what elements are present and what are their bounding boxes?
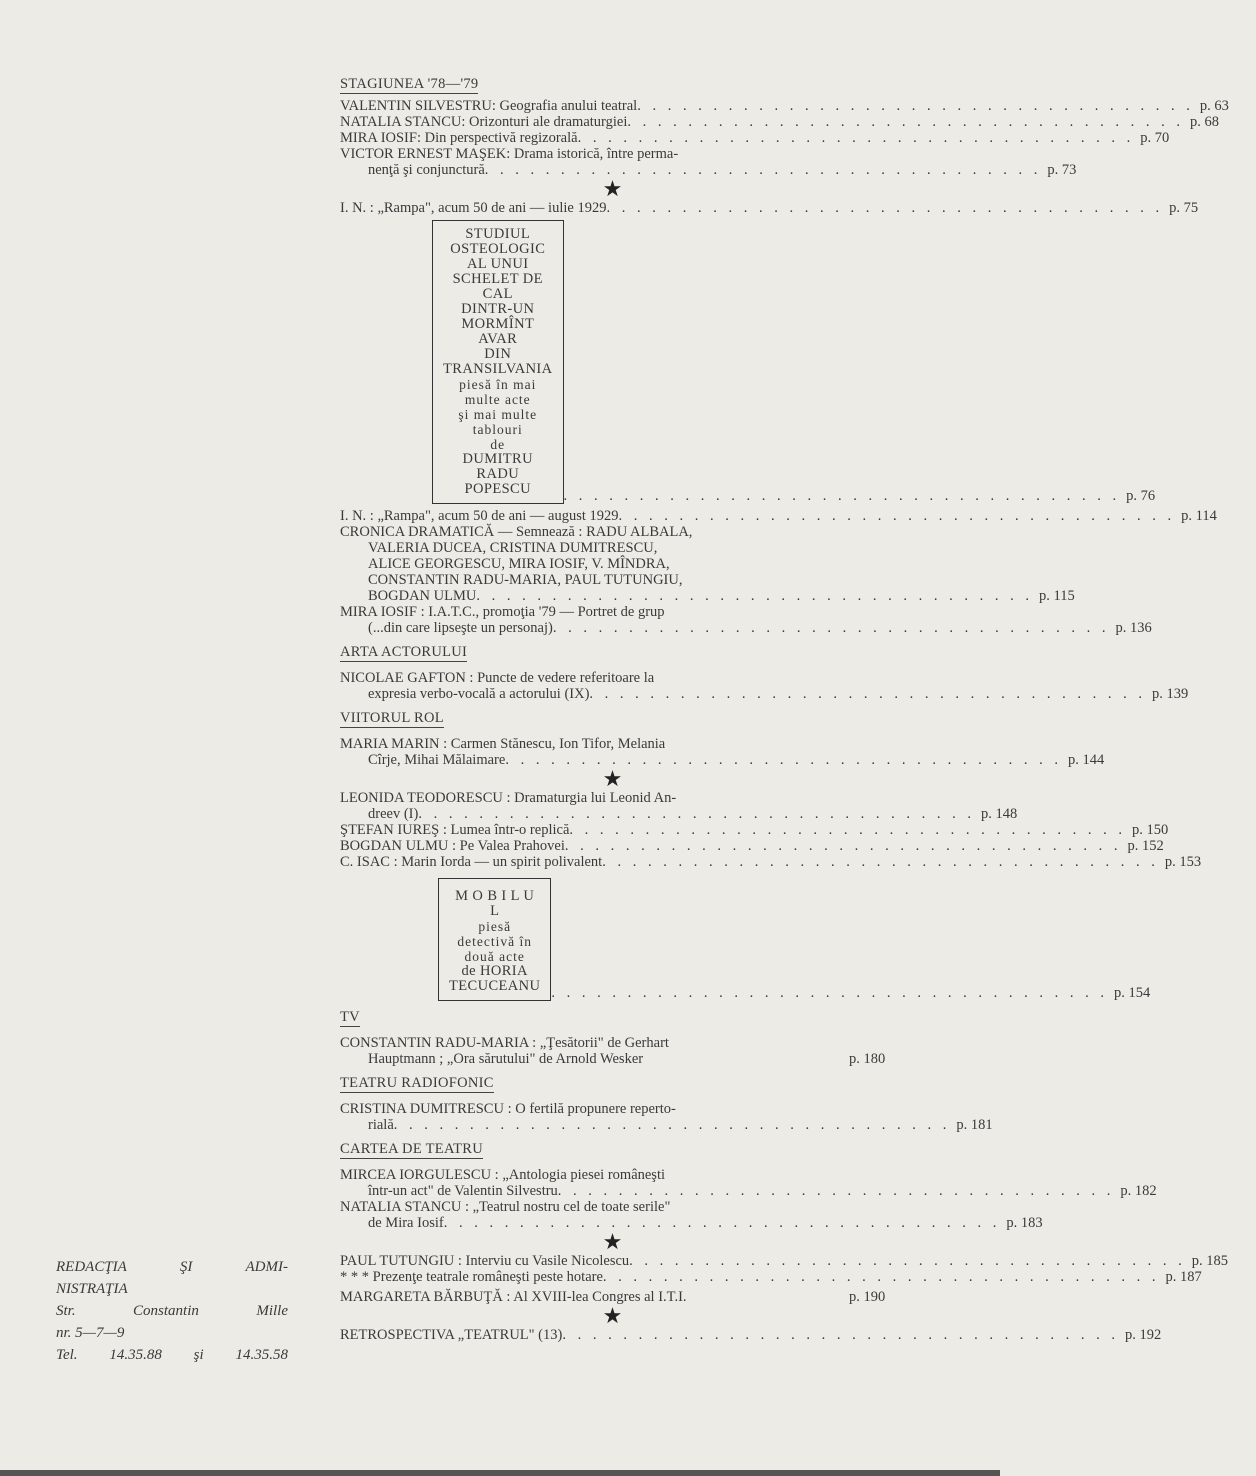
toc-title: NATALIA STANCU : „Teatrul nostru cel de toate serile" [340, 1199, 671, 1215]
star-divider: ★ [602, 176, 623, 201]
toc-title: MIRA IOSIF : I.A.T.C., promoţia '79 — Portret de grup [340, 604, 665, 620]
play-title-line: DINTR-UN MORMÎNT AVAR [461, 301, 535, 347]
toc-entry[interactable] [340, 790, 1018, 822]
toc-page: p. 187 [1165, 1269, 1202, 1285]
address-text: ŞI [179, 1259, 193, 1275]
toc-title: : Drama istorică, între perma- [506, 146, 679, 162]
leader-dots: . . . . . . . . . . . . . . . . . . . . . . . . . . . . . . . . . . . . . [418, 806, 975, 822]
toc-title: : Din perspectivă regizorală [416, 130, 578, 146]
page-bottom-edge [0, 1470, 1000, 1476]
section-heading-arta: ARTA ACTORULUI [340, 644, 468, 660]
toc-entry[interactable] [340, 1269, 1202, 1285]
toc-title: într-un act" de Valentin Silvestru [368, 1183, 558, 1199]
toc-title: BOGDAN ULMU : Pe Valea Prahovei [340, 838, 565, 854]
leader-dots: . . . . . . . . . . . . . . . . . . . . . . . . . . . . . . . . . . . . . [563, 488, 1121, 504]
toc-entry[interactable] [340, 822, 1169, 838]
toc-page: p. 185 [1191, 1253, 1229, 1269]
toc-page: p. 150 [1132, 822, 1169, 838]
toc-entry[interactable] [340, 1289, 905, 1305]
toc-title: CRONICA DRAMATICĂ — Semnează : RADU ALBALA, [340, 524, 693, 540]
leader-dots [687, 1289, 843, 1305]
leader-dots: . . . . . . . . . . . . . . . . . . . . . . . . . . . . . . . . . . . . . [476, 588, 1033, 604]
leader-dots: . . . . . . . . . . . . . . . . . . . . . . . . . . . . . . . . . . . . . [577, 130, 1135, 146]
toc-entry[interactable] [340, 1167, 1157, 1199]
toc-author: VALENTIN SILVESTRU [340, 98, 492, 114]
toc-title: PAUL TUTUNGIU : Interviu cu Vasile Nicolescu [340, 1253, 630, 1269]
toc-entry[interactable] [340, 1253, 1229, 1269]
toc-page: p. 152 [1127, 838, 1164, 854]
leader-dots: . . . . . . . . . . . . . . . . . . . . . . . . . . . . . . . . . . . . . [569, 822, 1127, 838]
toc-page: p. 182 [1120, 1183, 1157, 1199]
toc-page: p. 181 [956, 1117, 993, 1133]
play-author: de HORIA TECUCEANU [449, 963, 541, 994]
leader-dots: . . . . . . . . . . . . . . . . . . . . . . . . . . . . . . . . . . . . . [505, 752, 1062, 768]
toc-entry[interactable] [340, 114, 1219, 130]
phone-number: 14.35.58 [235, 1347, 288, 1363]
editorial-address [56, 1256, 288, 1366]
star-divider: ★ [602, 766, 623, 791]
address-text: ADMI- [245, 1259, 288, 1275]
toc-title: I. N. : „Rampa", acum 50 de ani — august 1929 [340, 508, 619, 524]
leader-dots: . . . . . . . . . . . . . . . . . . . . . . . . . . . . . . . . . . . . . [564, 838, 1122, 854]
toc-title: CRISTINA DUMITRESCU : O fertilă propunere reperto- [340, 1101, 676, 1117]
toc-title: nenţă şi conjunctură [368, 162, 485, 178]
toc-title: I. N. : „Rampa", acum 50 de ani — iulie 1929 [340, 200, 607, 216]
toc-entry-cronica[interactable] [340, 524, 1075, 604]
play-subtitle: piesă în mai multe acte [459, 377, 537, 407]
toc-entry[interactable] [340, 130, 1170, 146]
toc-page: p. 190 [849, 1289, 886, 1305]
toc-page: p. 192 [1124, 1327, 1162, 1343]
leader-dots: . . . . . . . . . . . . . . . . . . . . . . . . . . . . . . . . . . . . . [602, 1269, 1160, 1285]
leader-dots: . . . . . . . . . . . . . . . . . . . . . . . . . . . . . . . . . . . . . [393, 1117, 951, 1133]
address-text: REDACŢIA [56, 1259, 127, 1275]
toc-title: rială [368, 1117, 394, 1133]
toc-page: p. 144 [1067, 752, 1105, 768]
toc-title: CONSTANTIN RADU-MARIA : „Ţesătorii" de Gerhart [340, 1035, 669, 1051]
leader-dots: . . . . . . . . . . . . . . . . . . . . . . . . . . . . . . . . . . . . . [557, 1183, 1115, 1199]
toc-entry[interactable] [340, 1035, 905, 1067]
toc-title: expresia verbo-vocală a actorului (IX) [368, 686, 590, 702]
toc-entry[interactable] [340, 604, 1152, 636]
toc-author: MIRA IOSIF [340, 130, 417, 146]
toc-page: p. 114 [1181, 508, 1217, 524]
leader-dots: . . . . . . . . . . . . . . . . . . . . . . . . . . . . . . . . . . . . . [627, 114, 1184, 130]
toc-entry[interactable] [340, 1199, 1043, 1231]
leader-dots: . . . . . . . . . . . . . . . . . . . . . . . . . . . . . . . . . . . . . [618, 508, 1176, 524]
toc-entry[interactable] [340, 1101, 993, 1133]
toc-page: p. 76 [1126, 488, 1156, 504]
leader-dots: . . . . . . . . . . . . . . . . . . . . . . . . . . . . . . . . . . . . . [602, 854, 1159, 870]
toc-title: Hauptmann ; „Ora sărutului" de Arnold Wesker [368, 1051, 644, 1067]
address-text: Mille [256, 1303, 288, 1319]
toc-title: MARIA MARIN : Carmen Stănescu, Ion Tifor, Melania [340, 736, 666, 752]
toc-title: NICOLAE GAFTON : Puncte de vedere referitoare la [340, 670, 655, 686]
play-subtitle: de [490, 437, 506, 452]
star-divider: ★ [602, 1229, 623, 1254]
leader-dots: . . . . . . . . . . . . . . . . . . . . . . . . . . . . . . . . . . . . . [551, 985, 1109, 1001]
play-title-line: M O B I L U L [455, 888, 535, 919]
section-heading-tv: TV [340, 1009, 360, 1025]
leader-dots: . . . . . . . . . . . . . . . . . . . . . . . . . . . . . . . . . . . . . [562, 1327, 1119, 1343]
play-entry-2[interactable] [340, 878, 1151, 1001]
play-author: DUMITRU RADU POPESCU [462, 451, 533, 497]
toc-page: p. 136 [1115, 620, 1152, 636]
section-heading-stagiunea: STAGIUNEA '78—'79 [340, 76, 479, 92]
toc-title: Cîrje, Mihai Mălaimare [368, 752, 506, 768]
toc-title: MARGARETA BĂRBUŢĂ : Al XVIII-lea Congres al I.T.I. [340, 1289, 687, 1305]
toc-title: * * * Prezenţe teatrale româneşti peste hotare [340, 1269, 603, 1285]
star-divider: ★ [602, 1303, 623, 1328]
toc-title: RETROSPECTIVA „TEATRUL" (13) [340, 1327, 563, 1343]
table-of-contents [340, 72, 1229, 1343]
address-text: nr. 5—7—9 [56, 1325, 125, 1341]
play-title-line: DIN TRANSILVANIA [443, 346, 553, 377]
toc-author: NATALIA STANCU [340, 114, 462, 130]
toc-title: dreev (I) [368, 806, 419, 822]
toc-entry[interactable] [340, 736, 1105, 768]
toc-page: p. 73 [1047, 162, 1077, 178]
toc-title: BOGDAN ULMU [368, 588, 477, 604]
section-heading-radio: TEATRU RADIOFONIC [340, 1075, 494, 1091]
toc-entry[interactable] [340, 146, 905, 162]
section-heading-viitorul: VIITORUL ROL [340, 710, 444, 726]
toc-title: de Mira Iosif [368, 1215, 444, 1231]
address-text: NISTRAŢIA [56, 1281, 128, 1297]
play-title-line: AL UNUI SCHELET DE CAL [452, 256, 543, 302]
leader-dots: . . . . . . . . . . . . . . . . . . . . . . . . . . . . . . . . . . . . . [637, 98, 1194, 114]
play-entry-1[interactable] [340, 220, 1156, 504]
toc-page: p. 183 [1006, 1215, 1043, 1231]
toc-page: p. 153 [1164, 854, 1202, 870]
toc-page: p. 115 [1038, 588, 1075, 604]
leader-dots: . . . . . . . . . . . . . . . . . . . . . . . . . . . . . . . . . . . . . [443, 1215, 1001, 1231]
play-subtitle: şi mai multe tablouri [458, 407, 538, 437]
toc-title: ŞTEFAN IUREŞ : Lumea într-o replică [340, 822, 570, 838]
toc-title: : Orizonturi ale dramaturgiei [461, 114, 628, 130]
play-box [438, 878, 551, 1001]
leader-dots: . . . . . . . . . . . . . . . . . . . . . . . . . . . . . . . . . . . . . [552, 620, 1110, 636]
toc-title: ALICE GEORGESCU, MIRA IOSIF, V. MÎNDRA, [368, 556, 670, 572]
toc-page: p. 148 [980, 806, 1018, 822]
toc-title: LEONIDA TEODORESCU : Dramaturgia lui Leonid An- [340, 790, 677, 806]
toc-entry[interactable] [340, 1327, 1162, 1343]
toc-entry[interactable] [340, 670, 1189, 702]
address-text: Str. [56, 1303, 76, 1319]
phone-label: Tel. [56, 1347, 78, 1363]
play-title-line: STUDIUL OSTEOLOGIC [450, 226, 546, 257]
toc-title: VALERIA DUCEA, CRISTINA DUMITRESCU, [368, 540, 658, 556]
toc-title: C. ISAC : Marin Iorda — un spirit polivalent [340, 854, 603, 870]
leader-dots: . . . . . . . . . . . . . . . . . . . . . . . . . . . . . . . . . . . . . [606, 200, 1164, 216]
leader-dots [643, 1051, 843, 1067]
toc-page: p. 70 [1140, 130, 1170, 146]
leader-dots: . . . . . . . . . . . . . . . . . . . . . . . . . . . . . . . . . . . . . [589, 686, 1147, 702]
toc-entry[interactable] [340, 854, 1202, 870]
toc-author: VICTOR ERNEST MAŞEK [340, 146, 507, 162]
toc-title: CONSTANTIN RADU-MARIA, PAUL TUTUNGIU, [368, 572, 683, 588]
toc-page: p. 139 [1152, 686, 1189, 702]
toc-page: p. 154 [1114, 985, 1151, 1001]
toc-title: MIRCEA IORGULESCU : „Antologia piesei româneşti [340, 1167, 666, 1183]
toc-entry[interactable] [340, 838, 1164, 854]
address-text: şi [193, 1347, 204, 1363]
play-subtitle: piesă detectivă în două acte [457, 919, 532, 964]
toc-entry-cont[interactable] [340, 162, 1077, 178]
toc-page: p. 63 [1199, 98, 1229, 114]
toc-page: p. 180 [849, 1051, 886, 1067]
address-text: Constantin [133, 1303, 199, 1319]
toc-entry[interactable] [340, 200, 1199, 216]
toc-entry[interactable] [340, 98, 1229, 114]
toc-title: : Geografia anului teatral [491, 98, 638, 114]
toc-page: p. 68 [1190, 114, 1219, 130]
toc-page: p. 75 [1169, 200, 1199, 216]
leader-dots: . . . . . . . . . . . . . . . . . . . . . . . . . . . . . . . . . . . . . [629, 1253, 1186, 1269]
phone-number: 14.35.88 [109, 1347, 162, 1363]
toc-entry[interactable] [340, 508, 1217, 524]
toc-title: (...din care lipseşte un personaj) [368, 620, 553, 636]
leader-dots: . . . . . . . . . . . . . . . . . . . . . . . . . . . . . . . . . . . . . [484, 162, 1042, 178]
play-box [432, 220, 564, 504]
section-heading-cartea: CARTEA DE TEATRU [340, 1141, 484, 1157]
